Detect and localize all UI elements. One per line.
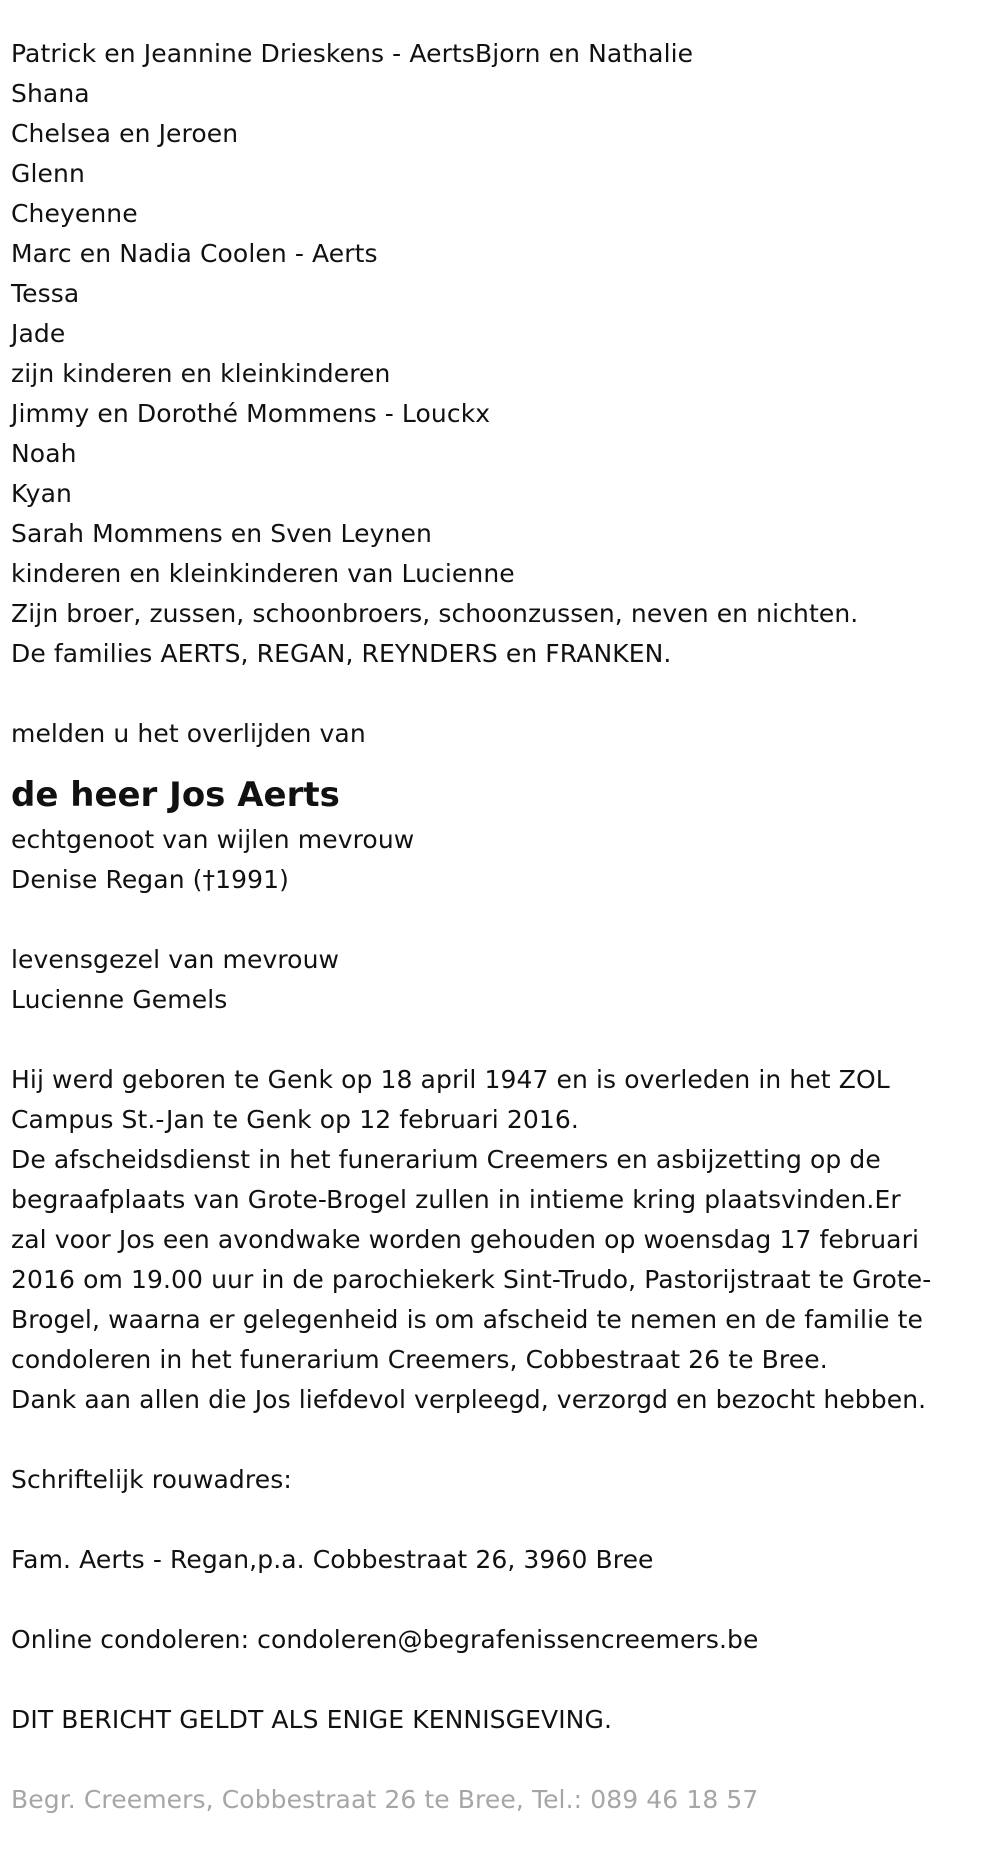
spacer bbox=[11, 1420, 1000, 1460]
family-line: Noah bbox=[11, 439, 77, 468]
funeral-home-footer: Begr. Creemers, Cobbestraat 26 te Bree, Tel.: 089 46 18 57 bbox=[11, 1785, 759, 1814]
spacer bbox=[11, 1500, 1000, 1540]
family-line: Sarah Mommens en Sven Leynen bbox=[11, 519, 432, 548]
family-line: De families AERTS, REGAN, REYNDERS en FRANKEN. bbox=[11, 639, 672, 668]
spacer bbox=[11, 1660, 1000, 1700]
spacer bbox=[11, 1580, 1000, 1620]
family-line: kinderen en kleinkinderen van Lucienne bbox=[11, 559, 515, 588]
spacer bbox=[11, 1020, 1000, 1060]
body-line: Campus St.-Jan te Genk op 12 februari 2016. bbox=[11, 1105, 579, 1134]
family-line: Glenn bbox=[11, 159, 85, 188]
body-line: De afscheidsdienst in het funerarium Creemers en asbijzetting op de bbox=[11, 1145, 881, 1174]
body-line: begraafplaats van Grote-Brogel zullen in intieme kring plaatsvinden.Er bbox=[11, 1185, 901, 1214]
family-line: Jade bbox=[11, 319, 66, 348]
deceased-name: de heer Jos Aerts bbox=[11, 775, 340, 815]
family-line: Kyan bbox=[11, 479, 72, 508]
spouse-line: echtgenoot van wijlen mevrouw bbox=[11, 825, 415, 854]
mourning-address: Fam. Aerts - Regan,p.a. Cobbestraat 26, 3960 Bree bbox=[11, 1545, 654, 1574]
partner-line: levensgezel van mevrouw bbox=[11, 945, 340, 974]
body-line: 2016 om 19.00 uur in de parochiekerk Sint-Trudo, Pastorijstraat te Grote- bbox=[11, 1265, 932, 1294]
family-line: Chelsea en Jeroen bbox=[11, 119, 239, 148]
family-line: Tessa bbox=[11, 279, 80, 308]
body-line: zal voor Jos een avondwake worden gehouden op woensdag 17 februari bbox=[11, 1225, 920, 1254]
body-line: Brogel, waarna er gelegenheid is om afscheid te nemen en de familie te bbox=[11, 1305, 924, 1334]
body-line: Dank aan allen die Jos liefdevol verpleegd, verzorgd en bezocht hebben. bbox=[11, 1385, 927, 1414]
family-line: Jimmy en Dorothé Mommens - Louckx bbox=[11, 399, 491, 428]
spouse-name: Denise Regan (†1991) bbox=[11, 865, 290, 894]
notice-text: DIT BERICHT GELDT ALS ENIGE KENNISGEVING. bbox=[11, 1705, 612, 1734]
obituary-body bbox=[11, 1060, 1000, 1420]
body-line: Hij werd geboren te Genk op 18 april 1947 en is overleden in het ZOL bbox=[11, 1065, 890, 1094]
family-line: zijn kinderen en kleinkinderen bbox=[11, 359, 391, 388]
online-condolence: Online condoleren: condoleren@begrafenissencreemers.be bbox=[11, 1625, 759, 1654]
family-line: Zijn broer, zussen, schoonbroers, schoonzussen, neven en nichten. bbox=[11, 599, 859, 628]
spacer bbox=[11, 900, 1000, 940]
partner-name: Lucienne Gemels bbox=[11, 985, 228, 1014]
spacer bbox=[11, 674, 1000, 714]
spacer bbox=[11, 1740, 1000, 1780]
address-label: Schriftelijk rouwadres: bbox=[11, 1465, 292, 1494]
family-list bbox=[11, 34, 1000, 674]
body-line: condoleren in het funerarium Creemers, Cobbestraat 26 te Bree. bbox=[11, 1345, 828, 1374]
family-line: Marc en Nadia Coolen - Aerts bbox=[11, 239, 378, 268]
announcement-text: melden u het overlijden van bbox=[11, 719, 366, 748]
family-line: Shana bbox=[11, 79, 90, 108]
family-line: Cheyenne bbox=[11, 199, 138, 228]
family-line: Patrick en Jeannine Drieskens - AertsBjorn en Nathalie bbox=[11, 39, 694, 68]
